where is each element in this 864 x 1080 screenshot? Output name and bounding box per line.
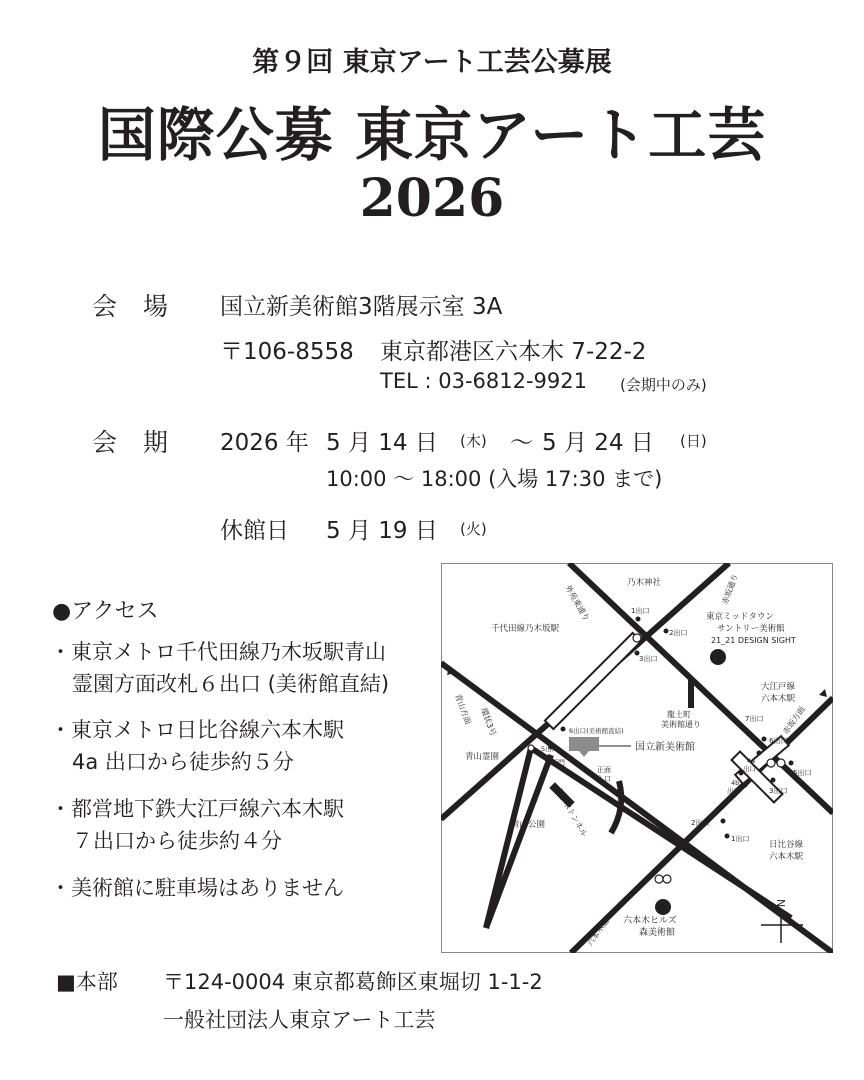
label-roppongi-station: 六本木駅 <box>761 694 796 704</box>
label-hills: 六本木ヒルズ <box>623 916 677 926</box>
hq-label: ■本部 <box>56 970 118 994</box>
label-nogizaka-shrine: 乃木神社 <box>627 578 662 588</box>
venue-name: 国立新美術館3階展示室 3A <box>220 294 503 320</box>
hills-marker <box>655 899 671 915</box>
period-end-date: 5 月 24 日 <box>542 430 654 456</box>
venue-address: 東京都港区六本木 7-22-2 <box>380 339 647 365</box>
label-akasaka-top: 赤坂通り <box>720 572 740 606</box>
period-tilde: ～ <box>510 430 533 456</box>
access-item-2-line2: 4a 出口から徒歩約５分 <box>72 750 294 774</box>
label-exit2-top: 2出口 <box>669 629 688 637</box>
label-hibiya-station: 六本木駅 <box>769 852 804 862</box>
label-exit5: 5出口 <box>541 745 559 753</box>
label-exit3-top: 3出口 <box>639 655 658 663</box>
label-exit1-top: 1出口 <box>631 607 650 615</box>
venue-postal: 〒106-8558 <box>220 339 354 365</box>
access-map <box>441 563 833 953</box>
label-design-sight: 21_21 DESIGN SIGHT <box>711 636 796 645</box>
access-item-2-line1: ・東京メトロ日比谷線六本木駅 <box>50 718 344 742</box>
closed-date: 5 月 19 日 <box>326 518 438 544</box>
label-exit6-direct: 6出口(美術館直結) <box>569 727 624 735</box>
period-start-day: (木) <box>460 432 487 450</box>
label-main-entrance-1: 正面 <box>597 766 611 774</box>
label-ryudocho: 龍土町 <box>667 710 691 719</box>
access-item-3-line2: ７出口から徒歩約４分 <box>72 829 282 853</box>
label-aoyama-cemetery: 青山霊園 <box>465 752 500 762</box>
period-start-date: 5 月 14 日 <box>326 430 438 456</box>
hq-org: 一般社団法人東京アート工芸 <box>163 1008 436 1032</box>
label-exit7: 7出口 <box>745 715 764 723</box>
access-item-4-line1: ・美術館に駐車場はありません <box>50 876 344 900</box>
period-hours: 10:00 ～ 18:00 (入場 17:30 まで) <box>326 467 663 491</box>
hq-address: 〒124-0004 東京都葛飾区東堀切 1-1-2 <box>163 970 543 994</box>
label-gaien: 外苑東通り <box>563 583 592 623</box>
label-exit3-right: 3出口 <box>769 787 788 795</box>
label-suntory: サントリー美術館 <box>717 624 785 634</box>
access-item-1-line2: 霊園方面改札６出口 (美術館直結) <box>72 672 390 696</box>
north-label: N <box>774 899 787 908</box>
page-title: 国際公募 東京アート工芸 <box>97 101 767 169</box>
label-aoyama-direction: 青山方面 <box>453 692 473 726</box>
label-akasaka-right: 赤坂方面 <box>781 704 807 737</box>
venue-tel-note: (会期中のみ) <box>620 376 707 394</box>
label-exit4a-2: 出口 <box>743 765 756 773</box>
period-label: 会期 <box>92 428 195 457</box>
midtown-marker <box>710 649 726 665</box>
label-nogizaka-station: 千代田線乃木坂駅 <box>491 624 560 634</box>
label-nact: 国立新美術館 <box>635 742 695 753</box>
label-bijutsukan-dori: 美術館通り <box>661 720 701 729</box>
label-oedo-line: 大江戸線 <box>761 682 796 692</box>
event-subtitle: 第９回 東京アート工芸公募展 <box>252 47 612 78</box>
label-exit4a: 4a <box>747 757 756 765</box>
label-nishimon: 西門 <box>551 759 565 767</box>
label-hibiya-line: 日比谷線 <box>769 840 804 850</box>
label-exit6-right: 6出口 <box>769 737 788 745</box>
label-roppongi-dori: 六本木通り <box>585 910 616 949</box>
label-exit1-bottom: 1出口 <box>731 835 750 843</box>
label-midtown: 東京ミッドタウン <box>706 612 774 622</box>
access-item-3-line1: ・都営地下鉄大江戸線六本木駅 <box>50 797 344 821</box>
venue-label: 会場 <box>92 292 195 321</box>
closed-label: 休館日 <box>220 518 289 544</box>
period-end-day: (日) <box>680 432 707 450</box>
label-exit4b: 4b <box>731 779 740 787</box>
label-aoyama-park: 青山公園 <box>511 820 546 830</box>
access-item-1-line1: ・東京メトロ千代田線乃木坂駅青山 <box>50 640 386 664</box>
event-year: 2026 <box>359 168 505 229</box>
period-start-year: 2026 年 <box>220 430 309 456</box>
label-main-entrance-2: 入口 <box>597 775 611 783</box>
access-heading: ●アクセス <box>52 599 159 624</box>
label-exit2-bottom: 2出口 <box>691 819 710 827</box>
label-mori: 森美術館 <box>639 928 676 938</box>
label-tunnel: 六本木トンネル <box>553 785 589 839</box>
label-exit5-right: 5出口 <box>793 769 812 777</box>
label-kanjo: 環状3号 <box>479 706 498 738</box>
label-exit4b-2: 出口 <box>727 787 740 795</box>
venue-tel: TEL : 03-6812-9921 <box>380 369 587 393</box>
closed-day: (火) <box>460 520 487 538</box>
